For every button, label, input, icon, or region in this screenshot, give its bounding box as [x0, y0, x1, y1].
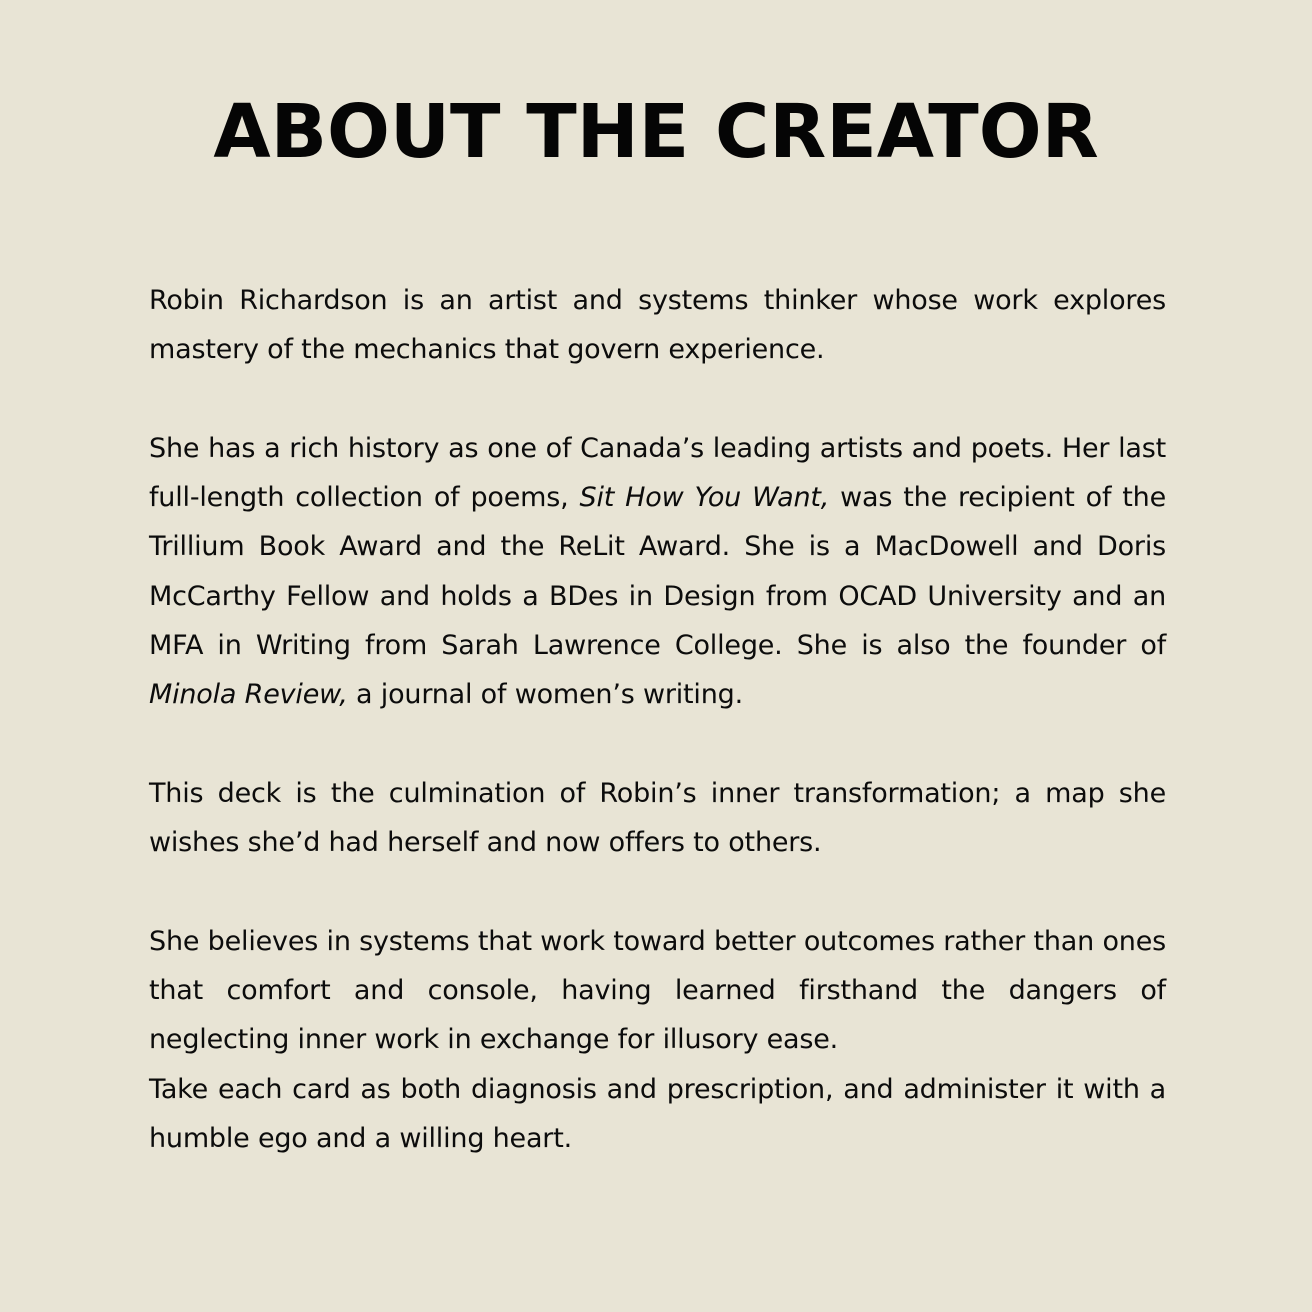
paragraph-deck: This deck is the culmination of Robin’s inner transformation; a map she wishes she’d had herself and now offers to others.: [149, 777, 1166, 859]
bio-text: [149, 276, 1166, 1163]
history-text-part-2: was the recipient of the Trillium Book Award and the ReLit Award. She is a MacDowell and Doris McCarthy Fellow and holds a BDes in Design from OCAD University and an MFA in Writing from Sarah Lawrence College. She is also the founder of: [149, 482, 1166, 662]
journal-title: Minola Review,: [149, 679, 348, 711]
paragraph-intro: Robin Richardson is an artist and systems thinker whose work explores mastery of the mechanics that govern experience.: [149, 285, 1166, 366]
paragraph-instruction: Take each card as both diagnosis and prescription, and administer it with a humble ego and a willing heart.: [149, 1073, 1166, 1155]
page-title: ABOUT THE CREATOR: [213, 89, 1099, 175]
history-text-part-3: a journal of women’s writing.: [347, 679, 743, 711]
paragraph-history: [149, 424, 1166, 720]
history-text-part-1: She has a rich history as one of Canada’s leading artists and poets. Her last full-length collection of poems,: [149, 432, 1166, 514]
paragraph-beliefs: She believes in systems that work toward better outcomes rather than ones that comfort and console, having learned firsthand the dangers of neglecting inner work in exchange for illusory ease.: [149, 925, 1166, 1056]
book-title: Sit How You Want,: [579, 482, 830, 514]
